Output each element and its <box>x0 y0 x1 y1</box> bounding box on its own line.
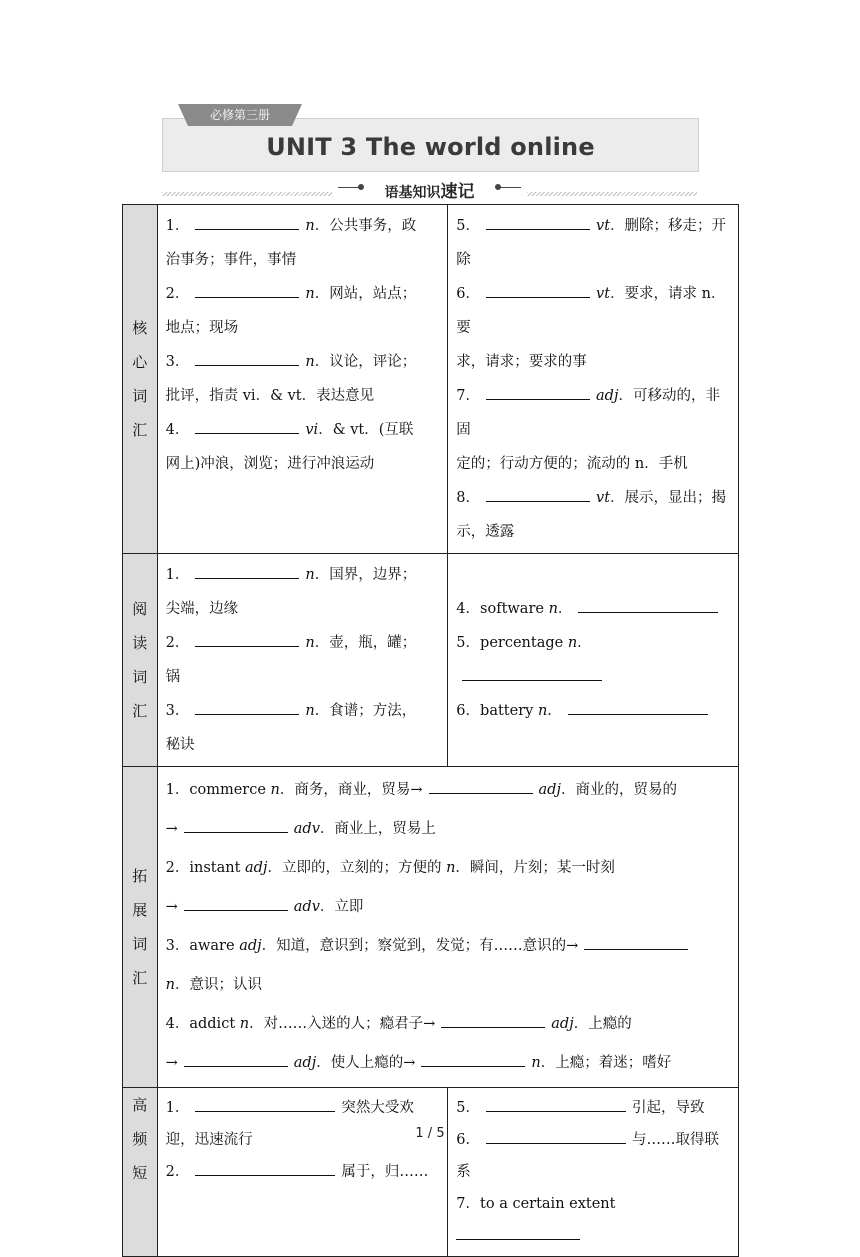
cat-char: 读 <box>132 634 148 652</box>
answer-blank[interactable] <box>462 666 602 681</box>
category-reading <box>123 554 158 767</box>
phrase-item-6: 6． 与……取得联系 <box>456 1124 730 1188</box>
section-title-b: 速记 <box>440 182 475 202</box>
answer-blank[interactable] <box>195 1097 335 1112</box>
row-reading <box>123 554 739 767</box>
answer-blank[interactable] <box>184 818 288 833</box>
core-item-4: 4． vi．& vt．(互联 <box>166 413 440 447</box>
answer-blank[interactable] <box>486 283 590 298</box>
cat-char: 汇 <box>132 421 148 439</box>
answer-blank[interactable] <box>195 1161 335 1176</box>
extended-item-1-cont: → adv．商业上，贸易上 <box>166 810 730 849</box>
reading-item-5: 5．percentage n． <box>456 626 730 694</box>
answer-blank[interactable] <box>195 215 299 230</box>
reading-item-3-cont: 秘诀 <box>165 737 195 753</box>
unit-title: UNIT 3 The world online <box>266 133 595 161</box>
phrase-item-2: 2． 属于，归…… <box>166 1156 440 1188</box>
category-extended <box>123 767 158 1088</box>
reading-item-1-cont: 尖端，边缘 <box>165 601 239 617</box>
section-title-bar <box>162 178 697 202</box>
hatch-right <box>527 192 697 196</box>
core-left <box>157 205 448 554</box>
core-item-7-cont: 定的；行动方便的；流动的 n．手机 <box>456 456 688 472</box>
reading-item-1: 1． n．国界，边界； <box>166 558 440 592</box>
book-tag-label: 必修第三册 <box>209 108 270 122</box>
answer-blank[interactable] <box>195 419 299 434</box>
cat-char: 短 <box>132 1164 148 1182</box>
core-item-7: 7． adj．可移动的，非固 <box>456 379 730 447</box>
answer-blank[interactable] <box>578 598 718 613</box>
row-extended <box>123 767 739 1088</box>
core-item-5-cont: 除 <box>456 252 471 268</box>
extended-item-2-cont: → adv．立即 <box>166 888 730 927</box>
answer-blank[interactable] <box>195 632 299 647</box>
reading-item-2-cont: 锅 <box>165 669 181 685</box>
phrase-item-1: 1． 突然大受欢 <box>166 1092 440 1124</box>
vocab-table <box>122 204 739 1257</box>
phrases-right <box>448 1088 739 1257</box>
row-core <box>123 205 739 554</box>
answer-blank[interactable] <box>486 385 590 400</box>
unit-header <box>162 118 699 172</box>
extended-item-4: 4．addict n．对……入迷的人；瘾君子→ adj．上瘾的 <box>166 1005 730 1044</box>
cat-char: 高 <box>132 1096 148 1114</box>
answer-blank[interactable] <box>486 215 590 230</box>
answer-blank[interactable] <box>195 564 299 579</box>
core-item-6-cont: 求，请求；要求的事 <box>456 354 587 370</box>
core-item-8-cont: 示，透露 <box>456 524 515 540</box>
core-item-8: 8． vt．展示，显出；揭 <box>456 481 730 515</box>
answer-blank[interactable] <box>486 487 590 502</box>
reading-item-3: 3． n．食谱；方法， <box>166 694 440 728</box>
reading-item-2: 2． n．壶，瓶，罐； <box>166 626 440 660</box>
core-item-3-cont: 批评，指责 vi．& vt．表达意见 <box>165 388 375 404</box>
book-tag <box>178 104 302 126</box>
answer-blank[interactable] <box>184 896 288 911</box>
extended-item-3-cont: n．意识；认识 <box>165 977 262 993</box>
extended-item-3: 3．aware adj．知道，意识到；察觉到，发觉；有……意识的→ <box>166 927 730 966</box>
reading-item-4: 4．software n． <box>456 592 730 626</box>
core-item-5: 5． vt．删除；移走；开 <box>456 209 730 243</box>
core-item-2-cont: 地点；现场 <box>165 320 239 336</box>
cat-char: 词 <box>132 935 148 953</box>
cat-char: 频 <box>132 1130 148 1148</box>
extended-item-1: 1．commerce n．商务，商业，贸易→ adj．商业的，贸易的 <box>166 771 730 810</box>
category-phrases <box>123 1088 158 1257</box>
phrase-item-7: 7．to a certain extent <box>456 1188 730 1252</box>
core-item-2: 2． n．网站，站点； <box>166 277 440 311</box>
answer-blank[interactable] <box>429 779 533 794</box>
phrases-left <box>157 1088 448 1257</box>
extended-item-4-cont: → adj．使人上瘾的→ n．上瘾；着迷；嗜好 <box>166 1044 730 1083</box>
reading-right <box>448 554 739 767</box>
core-item-3: 3． n．议论，评论； <box>166 345 440 379</box>
answer-blank[interactable] <box>486 1097 626 1112</box>
cat-char: 核 <box>132 319 148 337</box>
core-item-1-cont: 治事务；事件，事情 <box>165 252 297 268</box>
phrase-item-5: 5． 引起，导致 <box>456 1092 730 1124</box>
answer-blank[interactable] <box>421 1052 525 1067</box>
cat-char: 词 <box>132 387 148 405</box>
cat-char: 词 <box>132 668 148 686</box>
extended-item-2: 2．instant adj．立即的，立刻的；方便的 n．瞬间，片刻；某一时刻 <box>165 860 615 876</box>
cat-char: 心 <box>132 353 148 371</box>
cat-char: 阅 <box>132 600 148 618</box>
core-right <box>448 205 739 554</box>
answer-blank[interactable] <box>184 1052 288 1067</box>
answer-blank[interactable] <box>568 700 708 715</box>
answer-blank[interactable] <box>195 700 299 715</box>
extended-content <box>157 767 738 1088</box>
reading-left <box>157 554 448 767</box>
answer-blank[interactable] <box>584 935 688 950</box>
answer-blank[interactable] <box>195 351 299 366</box>
section-title-a: 语基知识 <box>384 185 441 201</box>
answer-blank[interactable] <box>456 1225 580 1240</box>
core-item-4-cont: 网上)冲浪，浏览；进行冲浪运动 <box>165 456 375 472</box>
answer-blank[interactable] <box>441 1013 545 1028</box>
core-item-6: 6． vt．要求，请求 n．要 <box>456 277 730 345</box>
phrase-item-1-cont: 迎，迅速流行 <box>165 1132 253 1148</box>
category-core <box>123 205 158 554</box>
cat-char: 展 <box>132 901 148 919</box>
section-title <box>162 177 697 202</box>
row-phrases <box>123 1088 739 1257</box>
reading-item-6: 6．battery n． <box>456 694 730 728</box>
dash-right <box>499 187 521 188</box>
cat-char: 汇 <box>132 702 148 720</box>
cat-char: 汇 <box>132 969 148 987</box>
core-item-1: 1． n．公共事务，政 <box>166 209 440 243</box>
answer-blank[interactable] <box>195 283 299 298</box>
cat-char: 拓 <box>132 867 148 885</box>
page-number: 1 / 5 <box>415 1126 445 1141</box>
